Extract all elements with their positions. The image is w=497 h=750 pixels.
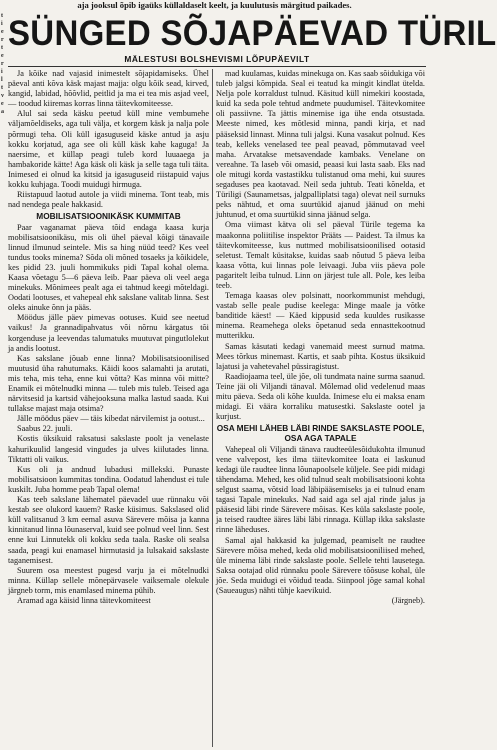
article-paragraph: Samal ajal hakkasid ka julgemad, peamiselt ne raudtee Särevere mõisa mehed, keda olid mobilisatsiooniliised mehed, üle minema läbi rinde sakslaste poole. Sellele tehti lausetega. Saksa ootajad olid rünnaku poole Särevere tõõsuse kohal, üle jõe. Seda muidugi ei võidud teada. Siinpool jõge samal kohal (Saueaugus) nähti tühje kaevikuid. <box>216 535 425 595</box>
side-strip-char: t <box>1 45 3 51</box>
article-paragraph: Alul sai seda käsku peetud küll mine vembumehe väljamõeldiseks, aga tuli välja, et korgem käsk ja nalja pole põrmugi teha. Oli küll igasuguseid käske antud ja asju kokku korjatud, aga see oli küll käsk kahe kaguga! Ja naersime, et küllap peagi tuleb kord luuaaega ja hambakoride kätte! Aga käsk oli käsk ja selle taga tuli täita. Inimesed ei olnud ka kitsid ja igasuguseid riistapuid vajus kokku kuhjaga. Toodi muidugi hirmuga. <box>8 109 209 190</box>
side-strip-char: e <box>1 53 4 59</box>
side-strip <box>1 12 6 116</box>
article-column-right <box>216 69 425 747</box>
article-paragraph: mad kuulamas, kuidas minekuga on. Kas saab sõidukiga või tuleb jalgsi kõmpida. Seal ei teatud ka mingit kindlat ütelda. Nelja pole korraldust tulnud. Käsitud küll nimekiri koostada, kuid ka seda pole tehtud andmete puudumisel. Täitevkomitee oli passiivne. Ta jättis minemise iga ühe enda otsustada. Meeste nimed, kes mõtlesid minna, pandi kirja, et nad pääseksid linnast. Minna tuli jalgsi. Kuna vasakut polnud. Kes teab, kelleks venelased tee peal peavad, põmmutavad veel maha. Arvatakse metsavendade kambaks. Venelane on vereahne. Ta laseb või omasid, peaasi kui lasta saab. Eks nad ole mitugi korda vastastikku tulistanud oma mehi, kui suures segaduses pea kaotavad. Neil seda juhtub. Teati kõnelda, et Türiligi (Saunametsas, jalgpalliplatsi taga) olevat neil surnuks peks nähtud, et oma suurtükid ajanud jäänud on mehi juhtunud, et oma suurtükid sinna jäänud selga. <box>216 69 426 220</box>
article-paragraph: Saabus 22. juuli. <box>17 424 73 434</box>
article-column-left <box>8 69 209 747</box>
subheadline: MÄLESTUSI BOLSHEVISMI LÕPUPÄEVILT <box>124 54 310 64</box>
side-strip-char: a <box>1 109 4 115</box>
side-strip-char: i <box>1 21 3 27</box>
article-paragraph: Suurem osa meestest pugesd varju ja ei mõtelnudki minna. Küllap sellele mõnepärvasele vaiksemale olekule järgneb torm, mis enamlased minema pühib. <box>8 565 209 595</box>
headline: SÜNGED SÕJAPÄEVAD TÜRIL <box>8 12 497 53</box>
article-paragraph: Kus oli ja andnud lubadusi millekski. Punaste mobilisatsioon kummitas tondina. Oodatud lahendust ei tule kuskilt. Juba homme peab Tapal olema! <box>8 464 209 494</box>
side-strip-char: i <box>1 69 3 75</box>
article-paragraph: Raadiojaama teel, üle jõe, oli tundmata naine surma saanud. Teine jäi oli Viljandi tänaval. Mõlemad olid vedelenud maas mitu päeva. Seda oli kõhe kuulda. Inimese elu ei maksa enam midagi. Ei väära korraliku matusestki. Sakslaste ootel ja kurjust. <box>216 371 425 422</box>
side-strip-char: l <box>1 77 3 83</box>
side-strip-char: v <box>1 93 4 99</box>
top-line: aja jooksul õpib igaüks küllaldaselt keelt, ja kuulutusis märgitud paikades. <box>77 0 352 10</box>
article-paragraph: Kas sakslane jõuab enne linna? Mobilisatsioonilised muutusid üha rahutumaks. Käidi koos salamahti ja arutati, mis teha, mis teha, enne kui võtta? Kas minna või mitte? Enamik ei mõtelnudki minna — tuleb mis tuleb. Teised aga närvitsesid ja kartsid vähejooksuna malka lastud saada. Kui tullakse majast maja otsima? <box>8 353 209 414</box>
section-heading: MOBILISATSIOONIKÄSK KUMMITAB <box>36 211 181 222</box>
article-paragraph: Oma viimast kätva oli sel päeval Türile tegema ka maakonna poliitilise inspektor Prääts — Paidest. Ta ilmus ka täitevkomiteesse, kus nuttmed mobilisatsioonilised ootasid seletust. Temalt küsitakse, kuidas saab nõutud 5 päeva leiba kaasa võtta, kui linnas pole leivaagi. Juba viis päeva pole pagaritelt leiba tulnud. Linn on järjest tule all. Pole, kes leiba teeb. <box>216 220 425 290</box>
side-strip-char: e <box>1 29 4 35</box>
article-paragraph: Kostis üksikuid raksatusi sakslaste poolt ja venelaste kahurikuulid langesid vingudes ja ulves kiilutades linna. Tiktatti oli vaikus. <box>8 434 209 464</box>
article-paragraph: Möödus jälle päev pimevas ootuses. Kuid see neetud vaikus! Ja grannadipahvatus või nõrnu kärgatus tõi korgenduse ja leevendas talumatuks muutuvat pingutlolekut ja andis lootust. <box>8 313 209 353</box>
article-paragraph: Ja kõike nad vajasid inimestelt sõjapidamiseks. Ühel päeval anti kõva käsk majast majja: olgu kõik sead, kirved, kangid, labidad, hõõvlid, peitlid ja ma ei tea mis asjad veel, — toodud kiiremas korras linna täitevkomiteesse. <box>8 69 209 109</box>
article-paragraph: Vahepeal oli Viljandi tänava raudteeülesõidukohta ilmunud vene valvepost, kes ilma täitevkomitee loata ei laskunud kedagi üle raudtee linna lõunapoolsele küljele. See pidi midagi tähendama. Mehed, kes olid tulnud sealt mobilisatsiooni kohta selgust saama, võtsid load läbipääsemiseks ja ei tulnud enam tagasi Tapale minekuks. Nad said aga sel ajal rinde jalus ja pääsesid läbi rinde Särevere mõisas. Kes küla sakslaste poole, ja teised raudtee ääres läbi läbi rinnaga. Küllap ikka sakslaste rinne läheduses. <box>216 444 425 535</box>
side-strip-char: r <box>1 61 4 67</box>
article-paragraph: Aramad aga käisid linna täitevkomiteest <box>17 595 151 605</box>
continued-note: (Järgneb). <box>391 596 425 606</box>
article-paragraph: Paar vaganamat päeva tõid endaga kaasa kurja mobilisatsioonikäsu, mis oli ühel päeval kõigi tänavaile linnud ilmunud seintele. Mis sa hing nüüd teed? Kes veel tundus tooks minema? Sõda oli mõned tosaeks ja kõikidele, kes pidid 23. juuli hommikuks pidi Tapal kohal olema. Kaasa võetagu 5—6 päeva leib. Paar päeva oli veel aega minekuks. Mõnimees pealt aga ei tahtnud keegi mõteldagi. Oodati lootuses, et vahepeal ehk sakslane valitab linna. Sest oleks ainuke õnn ja pääs. <box>8 222 209 313</box>
article-paragraph: Riistapuud laotud autole ja viidi minema. Tont teab, mis nad nendega peale hakkasid. <box>8 190 209 210</box>
side-strip-char: t <box>1 85 3 91</box>
side-strip-char: e <box>1 101 4 107</box>
header-rule <box>8 66 426 67</box>
article-paragraph: Kas teeb sakslane lähematel päevadel uue rünnaku või kestab see olukord kauem? Raske küsimus. Sakslased olid küll valitsanud 3 km eemal asuva Särevere mõisa ja kanna kinnitanud linna lõunaserval, kuid see polnud veel linn. Sest enne kui Linnutekk oli kokku seda taala. Raske oli sealsa saada, peagi kui enamasel hirmutasid ja lulsakaid sakslaste taganemisest. <box>8 495 209 565</box>
column-divider <box>212 69 213 747</box>
side-strip-char: r <box>1 37 4 43</box>
article-paragraph: Samas käsutati kedagi vanemaid meest surnud matma. Mees tõrkus minemast. Kartis, et saab pihta. Kostus üksikuid lajatusi ja vahetevahel püssiragistust. <box>216 341 425 371</box>
side-strip-char: t <box>1 13 3 19</box>
article-paragraph: Temaga kaasas olev polsinatt, noorkommunist mehdugi, vastab selle peale pudise keelega: Minge maale ja võtke banditide käest! — Käed kippusid seda kuuldes rusikasse minema. Reamehega oleks õpetanud seda ennasttekootnud mutterikku. <box>216 291 425 341</box>
article-paragraph: Jälle möödus päev — täis kibedat närvilemist ja ootust... <box>17 414 205 424</box>
section-heading: OSA MEHI LÄHEB LÄBI RINDE SAKSLASTE POOLE, OSA AGA TAPALE <box>216 423 425 444</box>
